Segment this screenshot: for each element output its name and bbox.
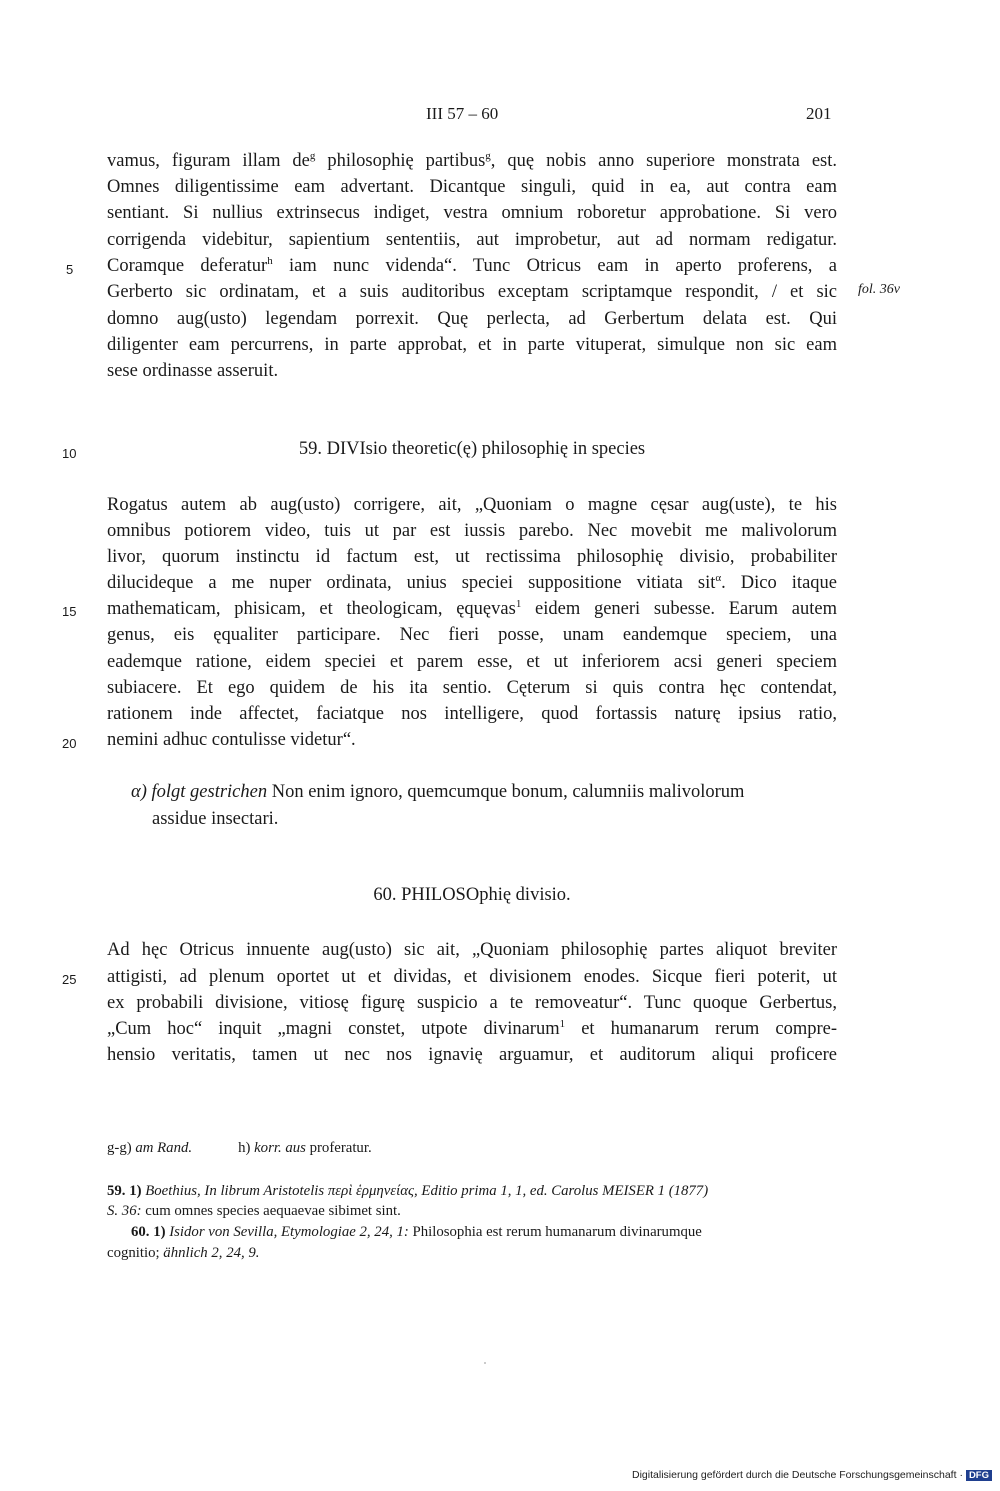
body-line: dilucideque a me nuper ordinata, unius speciei suppositione vitiata sit$^\alpha$. Dico itaque <box>107 571 837 593</box>
apparatus-notes: g-g) am Rand. h) korr. aus proferatur. <box>107 1140 372 1156</box>
line-number: 5 <box>66 262 74 277</box>
line-number: 15 <box>62 604 77 619</box>
body-line: nemini adhuc contulisse videtur“. <box>107 730 356 750</box>
body-line: ex probabili divisione, vitiosę figurę suspicio a te removeatur“. Tunc quoque Gerbertus, <box>107 993 837 1013</box>
body-line: Ad hęc Otricus innuente aug(usto) sic ait, „Quoniam philosophię partes aliquot breviter <box>107 940 837 960</box>
page-number: 201 <box>806 104 832 123</box>
running-head: III 57 – 60 <box>426 104 499 123</box>
footnote-59: 59. 1) Boethius, In librum Aristotelis περὶ ἑρμηνείας, Editio prima 1, 1, ed. Carolus MEISER 1 (1877) <box>107 1183 709 1199</box>
body-line: vamus, figuram illam $de^g$ philosophię partibus$^g$, quę nobis anno superiore monstrata est. <box>107 149 837 171</box>
body-line: „Cum hoc“ inquit „magni constet, utpote divinarum$^1$ et humanarum rerum compre- <box>107 1017 837 1039</box>
body-line: Coramque deferatur$^h$ iam nunc videnda“. Tunc Otricus eam in aperto proferens, a <box>107 254 837 276</box>
body-line: domno aug(usto) legendam porrexit. Quę perlecta, ad Gerbertum delata est. Qui <box>107 309 837 329</box>
body-line: sese ordinasse asseruit. <box>107 361 279 381</box>
section-heading-60: 60. PHILOSOphię divisio. <box>373 885 571 905</box>
digitization-credit: Digitalisierung gefördert durch die Deutsche Forschungsgemeinschaft · DFG <box>632 1469 992 1481</box>
body-line: mathematicam, phisicam, et theologicam, ęquęvas$^1$ eidem generi subesse. Earum autem <box>107 597 837 619</box>
body-line: sentiant. Si nullius extrinsecus indiget, vestra omnium roboretur approbatione. Si vero <box>107 203 837 223</box>
body-line: Rogatus autem ab aug(usto) corrigere, ait, „Quoniam o magne cęsar aug(uste), te his <box>107 495 837 515</box>
body-line: Gerberto sic ordinatam, et a suis auditoribus exceptam scriptamque respondit, / et sic <box>107 282 837 302</box>
body-line: Omnes diligentissime eam advertant. Dicantque singuli, quid in ea, aut contra eam <box>107 177 837 197</box>
scan-speck <box>484 1362 486 1364</box>
line-number: 25 <box>62 972 77 987</box>
dfg-logo: DFG <box>966 1470 992 1481</box>
body-line: attigisti, ad plenum oportet ut et dividas, et divisionem enodes. Sicque fieri poterit, ut <box>107 967 837 987</box>
critical-note-alpha: α) folgt gestrichen Non enim ignoro, quemcumque bonum, calumniis malivolorum <box>131 782 745 802</box>
body-line: corrigenda videbitur, sapientium sententiis, aut improbetur, aut ad normam redigatur. <box>107 230 837 250</box>
margin-note: fol. 36v <box>858 282 900 297</box>
body-line: diligenter eam percurrens, in parte approbat, et in parte vituperat, simulque non sic eam <box>107 335 837 355</box>
body-line: eademque ratione, eidem speciei et parem esse, et ut inferiorem acsi generi speciem <box>107 652 837 672</box>
line-number: 20 <box>62 736 77 751</box>
section-heading-59: 59. DIVIsio theoretic(ę) philosophię in species <box>298 439 646 459</box>
body-line: genus, eis ęqualiter participare. Nec fieri posse, unam eandemque speciem, una <box>107 625 837 645</box>
footnote-60: 60. 1) Isidor von Sevilla, Etymologiae 2, 24, 1: Philosophia est rerum humanarum divinarumque <box>131 1224 702 1240</box>
critical-note-alpha-cont: assidue insectari. <box>152 809 279 829</box>
footnote-60-cont: cognitio; ähnlich 2, 24, 9. <box>107 1245 260 1261</box>
body-line: livor, quorum instinctu id factum est, ut rectissima philosophię divisio, probabiliter <box>107 547 837 567</box>
line-number: 10 <box>62 446 77 461</box>
footnote-59-cont: S. 36: cum omnes species aequaevae sibimet sint. <box>107 1203 401 1219</box>
body-line: rationem inde affectet, faciatque nos intelligere, quod fortassis naturę ipsius ratio, <box>107 704 837 724</box>
body-line: hensio veritatis, tamen ut nec nos ignavię arguamur, et auditorum aliqui proficere <box>107 1045 837 1065</box>
body-line: subiacere. Et ego quidem de his ita sentio. Cęterum si quis contra hęc contendat, <box>107 678 837 698</box>
body-line: omnibus potiorem video, tuis ut par est iussis parebo. Nec movebit me malivolorum <box>107 521 837 541</box>
